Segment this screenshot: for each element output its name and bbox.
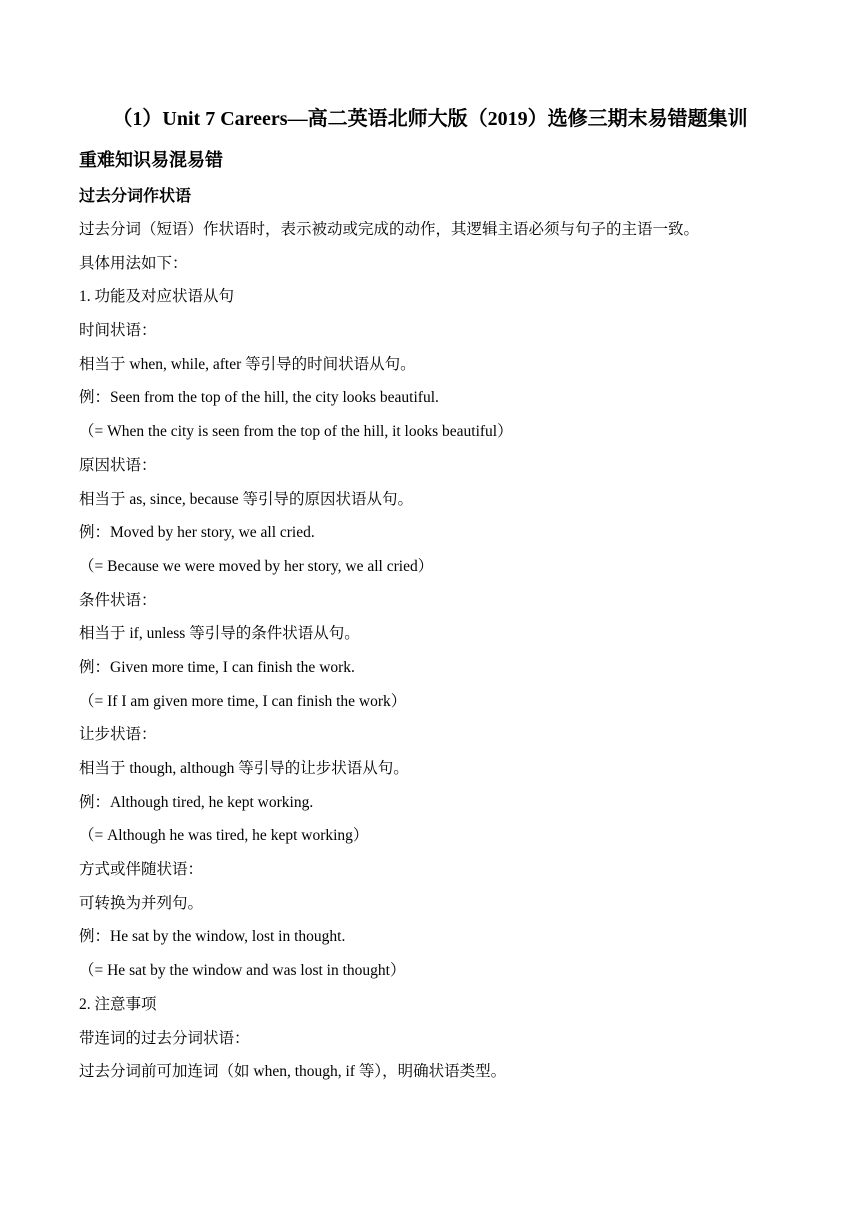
section-heading: 重难知识易混易错	[79, 150, 223, 170]
body-line: （= He sat by the window and was lost in thought）	[79, 962, 406, 980]
body-line: 例：Given more time, I can finish the work.	[79, 658, 355, 676]
body-line: 方式或伴随状语：	[79, 861, 204, 879]
document-title: （1）Unit 7 Careers—高二英语北师大版（2019）选修三期末易错题集训	[112, 108, 748, 130]
body-line: 例：Moved by her story, we all cried.	[79, 524, 315, 542]
body-line: （= If I am given more time, I can finish the work）	[79, 692, 407, 710]
body-line: 原因状语：	[79, 456, 157, 474]
body-line: 让步状语：	[79, 726, 157, 744]
body-line: （= Although he was tired, he kept working）	[79, 827, 369, 845]
body-text	[79, 217, 799, 1093]
body-line: 相当于 though, although 等引导的让步状语从句。	[79, 760, 409, 777]
body-line: 具体用法如下：	[79, 254, 188, 272]
body-line: 相当于 when, while, after 等引导的时间状语从句。	[79, 355, 416, 373]
body-line: 条件状语：	[79, 591, 157, 609]
body-line: 1. 功能及对应状语从句	[79, 288, 235, 306]
body-line: 2. 注意事项	[79, 995, 157, 1013]
body-line: 例：He sat by the window, lost in thought.	[79, 928, 346, 946]
body-line: 过去分词前可加连词（如 when, though, if 等），明确状语类型。	[79, 1063, 507, 1081]
body-line: 例：Seen from the top of the hill, the city looks beautiful.	[79, 389, 439, 407]
body-line: 相当于 as, since, because 等引导的原因状语从句。	[79, 490, 414, 508]
body-line: （= Because we were moved by her story, we all cried）	[79, 557, 434, 575]
body-line: 例：Although tired, he kept working.	[79, 793, 314, 811]
body-line: 带连词的过去分词状语：	[79, 1029, 250, 1047]
body-line: 相当于 if, unless 等引导的条件状语从句。	[79, 625, 360, 643]
body-line: （= When the city is seen from the top of the hill, it looks beautiful）	[79, 423, 513, 441]
body-line: 可转换为并列句。	[79, 894, 204, 912]
subsection-heading: 过去分词作状语	[79, 188, 192, 205]
body-line: 时间状语：	[79, 322, 157, 340]
body-line: 过去分词（短语）作状语时，表示被动或完成的动作，其逻辑主语必须与句子的主语一致。	[79, 221, 700, 238]
